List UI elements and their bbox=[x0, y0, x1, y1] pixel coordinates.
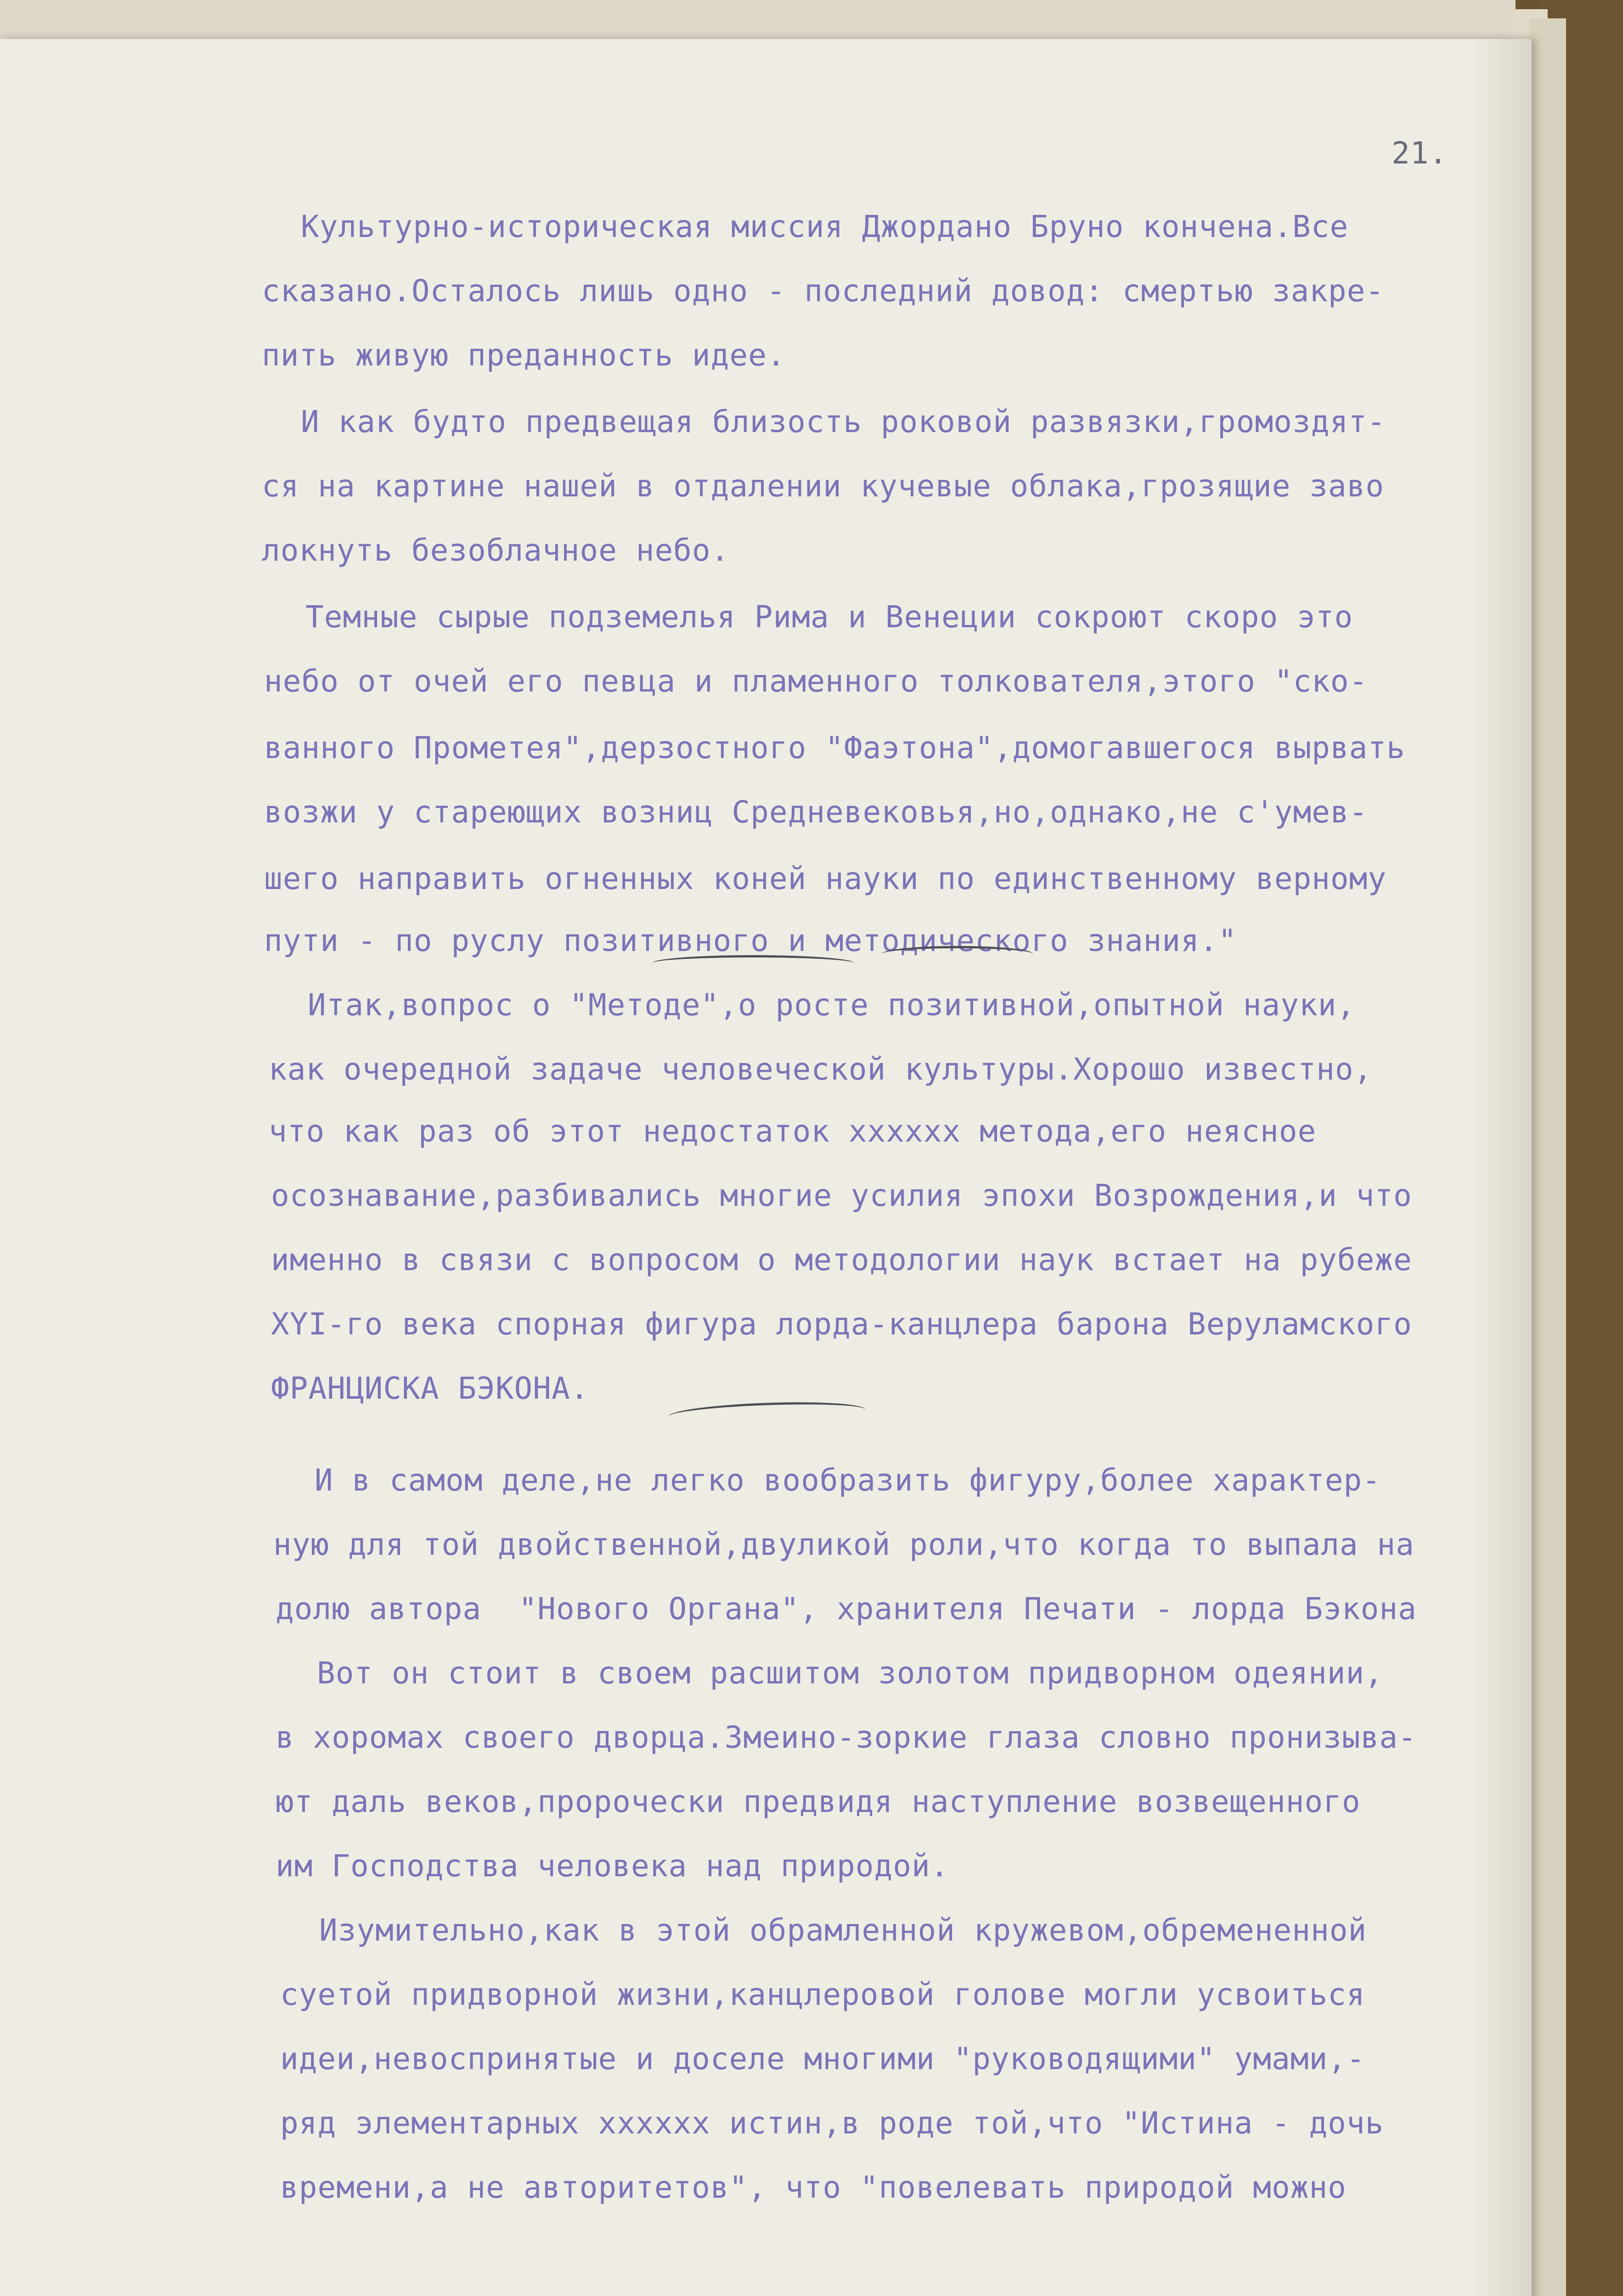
text-line: шего направить огненных коней науки по единственному верному bbox=[264, 861, 1387, 896]
text-line: Культурно-историческая миссия Джордано Бруно кончена.Все bbox=[301, 209, 1349, 244]
text-line: Итак,вопрос о "Методе",о росте позитивной,опытной науки, bbox=[308, 987, 1356, 1023]
text-line: в хоромах своего дворца.Змеино-зоркие глаза словно пронизыва- bbox=[276, 1720, 1417, 1755]
sheet-below-edge bbox=[0, 0, 1516, 41]
text-line: сказано.Осталось лишь одно - последний довод: смертью закре- bbox=[262, 273, 1385, 309]
text-line: осознавание,разбивались многие усилия эпохи Возрождения,и что bbox=[271, 1178, 1412, 1213]
text-line: пить живую преданность идее. bbox=[262, 338, 786, 373]
typewritten-page bbox=[0, 39, 1532, 2296]
text-line: идеи,невоспринятые и доселе многими "руководящими" умами,- bbox=[280, 2041, 1365, 2077]
text-line: как очередной задаче человеческой культуры.Хорошо известно, bbox=[269, 1052, 1373, 1087]
text-line: времени,а не авторитетов", что "повелевать природой можно bbox=[280, 2170, 1347, 2205]
pencil-underline-mark bbox=[882, 946, 1033, 962]
text-line: Вот он стоит в своем расшитом золотом придворном одеянии, bbox=[317, 1655, 1383, 1691]
text-line: что как раз об этот недостаток xxxxxx метода,его неясное bbox=[269, 1114, 1317, 1149]
text-line: небо от очей его певца и пламенного толкователя,этого "ско- bbox=[264, 664, 1368, 699]
text-line: локнуть безоблачное небо. bbox=[262, 533, 730, 568]
text-line: И как будто предвещая близость роковой развязки,громоздят- bbox=[301, 404, 1386, 439]
text-line: ФРАНЦИСКА БЭКОНА. bbox=[271, 1371, 589, 1406]
text-line: ряд элементарных xxxxxx истин,в роде той,что "Истина - дочь bbox=[280, 2105, 1384, 2141]
text-line: ванного Прометея",дерзостного "Фаэтона",домогавшегося вырвать bbox=[264, 730, 1405, 765]
text-line: долю автора "Нового Органа", хранителя Печати - лорда Бэкона bbox=[276, 1591, 1417, 1626]
text-line: именно в связи с вопросом о методологии наук встает на рубеже bbox=[271, 1242, 1412, 1277]
text-line: Темные сырые подземелья Рима и Венеции сокроют скоро это bbox=[305, 599, 1353, 635]
pencil-underline-mark bbox=[652, 955, 854, 971]
text-line: ют даль веков,пророчески предвидя наступление возвещенного bbox=[276, 1784, 1361, 1819]
text-line: И в самом деле,не легко вообразить фигуру,более характер- bbox=[315, 1463, 1381, 1498]
text-line: возжи у стареющих возниц Средневековья,но,однако,не с'умев- bbox=[264, 794, 1368, 830]
text-line: суетой придворной жизни,канцлеровой голове могли усвоиться bbox=[280, 1977, 1365, 2012]
text-line: XYI-го века спорная фигура лорда-канцлера барона Веруламского bbox=[271, 1306, 1412, 1342]
text-line: Изумительно,как в этой обрамленной кружевом,обремененной bbox=[319, 1913, 1367, 1948]
text-line: ную для той двойственной,двуликой роли,что когда то выпала на bbox=[273, 1527, 1414, 1562]
back-page-edge-2 bbox=[1529, 18, 1566, 2296]
text-line: пути - по руслу позитивного и методического знания." bbox=[264, 923, 1237, 958]
page-number: 21. bbox=[1392, 135, 1448, 171]
text-line: ся на картине нашей в отдалении кучевые облака,грозящие заво bbox=[262, 468, 1385, 504]
page-edge-shadow bbox=[1470, 39, 1532, 2296]
text-line: им Господства человека над природой. bbox=[276, 1848, 949, 1884]
